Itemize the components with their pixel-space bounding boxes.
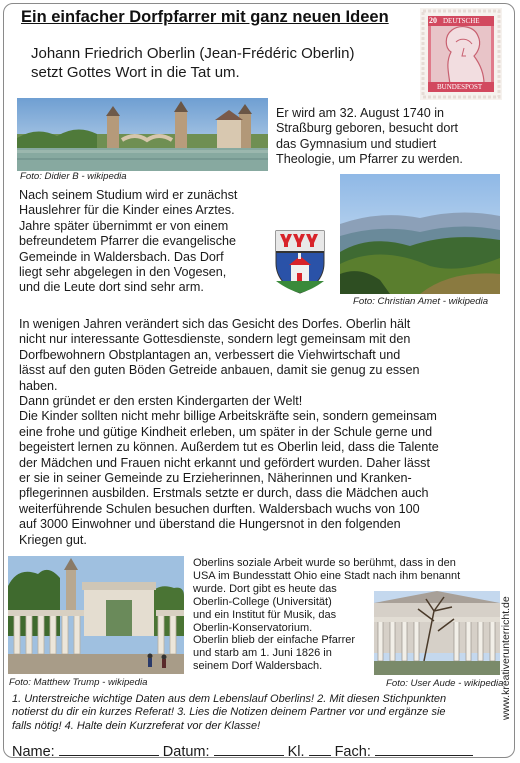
subtitle-line: setzt Gottes Wort in die Tat um. bbox=[31, 64, 240, 81]
text-line: wurde. Dort gibt es heute das bbox=[193, 582, 337, 595]
name-label: Name: bbox=[12, 744, 55, 760]
paragraph-change bbox=[19, 317, 439, 548]
text-line: Oberlin-College (Universität) bbox=[193, 595, 332, 608]
ohio-photo-caption: Foto: Matthew Trump - wikipedia bbox=[9, 677, 148, 688]
subtitle bbox=[31, 44, 401, 82]
text-line: und ein Institut für Musik, das bbox=[193, 608, 337, 621]
text-line: das Gymnasium und studiert bbox=[276, 136, 437, 151]
text-line: Dann gründet er den ersten Kindergarten der Welt! bbox=[19, 394, 303, 409]
date-label: Datum: bbox=[162, 744, 210, 760]
text-line: eine frohe und gütige Kindheit erleben, um später in der Schule gerne und bbox=[19, 424, 433, 439]
class-label: Kl. bbox=[287, 744, 305, 760]
text-line: In wenigen Jahren verändert sich das Gesicht des Dorfes. Oberlin hält bbox=[19, 317, 411, 331]
text-line: auf 3000 Einwohner und überstand die Hungersnot in den folgenden bbox=[19, 517, 401, 532]
text-line: liegt sehr abgelegen in den Vogesen, bbox=[19, 265, 227, 280]
text-line: Oberlins soziale Arbeit wurde so berühmt, dass in den bbox=[193, 557, 456, 569]
text-line: lässt auf den guten Böden Getreide anbauen, damit sie genug zu essen bbox=[19, 363, 420, 378]
text-line: nicht nur interessante Gottesdienste, sondern legt gemeinsam mit den bbox=[19, 332, 411, 347]
text-line: USA im Bundesstatt Ohio eine Stadt nach ihm benannt bbox=[193, 569, 461, 582]
text-line: weiterführende Schulen besuchen durften. Waldersbach wuchs von 100 bbox=[19, 501, 420, 516]
text-line: Jahre später übernimmt er von einem bbox=[19, 218, 229, 233]
name-field[interactable] bbox=[59, 741, 159, 756]
text-line: Dorfbewohnern Obstplantagen an, verbessert die Viehwirtschaft und bbox=[19, 347, 401, 362]
text-line: er sie in seiner Gemeinde zu Erzieherinnen, Näherinnen und Kranken- bbox=[19, 471, 412, 486]
text-line: und die Leute dort sind sehr arm. bbox=[19, 280, 204, 295]
stamp-footer: BUNDESPOST bbox=[437, 83, 483, 91]
text-line: pflegerinnen ausbilden. Erstmals setzte er durch, dass die Mädchen auch bbox=[19, 486, 429, 501]
student-info-form bbox=[12, 741, 473, 760]
task-instructions bbox=[12, 693, 502, 733]
text-line: Nach seinem Studium wird er zunächst bbox=[19, 188, 238, 202]
text-line: haben. bbox=[19, 378, 58, 393]
stamp-value: 20 bbox=[429, 16, 437, 25]
vosges-photo bbox=[340, 174, 500, 294]
class-field[interactable] bbox=[309, 741, 331, 756]
waldersbach-photo bbox=[374, 591, 500, 675]
strasbourg-photo-caption: Foto: Didier B - wikipedia bbox=[20, 171, 127, 182]
text-line: notierst du dir ein kurzes Referat! 3. Lies die Notizen deinem Partner vor und ergänze sie bbox=[12, 706, 446, 719]
ohio-memorial-photo bbox=[8, 556, 184, 674]
strasbourg-photo bbox=[17, 98, 268, 171]
text-line: begeistert lernen zu können. Außerdem tut es Oberlin leid, dass die Talente bbox=[19, 440, 439, 455]
text-line: und starb am 1. Juni 1826 in bbox=[193, 647, 332, 660]
text-line: der Mädchen und Frauen nicht erkannt und gefördert wurden. Daher lässt bbox=[19, 455, 430, 470]
text-line: befreundetem Pfarrer die evangelische bbox=[19, 234, 237, 249]
stamp-country: DEUTSCHE bbox=[443, 17, 480, 25]
paragraph-birth bbox=[276, 106, 463, 168]
text-line: Hauslehrer für die Kinder eines Arztes. bbox=[19, 203, 235, 218]
subtitle-line: Johann Friedrich Oberlin (Jean-Frédéric Oberlin) bbox=[31, 45, 355, 62]
vosges-photo-caption: Foto: Christian Amet - wikipedia bbox=[353, 296, 489, 307]
waldersbach-photo-caption: Foto: User Aude - wikipedia bbox=[386, 678, 504, 689]
text-line: Er wird am 32. August 1740 in bbox=[276, 106, 445, 120]
text-line: Kriegen gut. bbox=[19, 532, 87, 547]
text-line: Theologie, um Pfarrer zu werden. bbox=[276, 152, 463, 167]
text-line: Oberlin blieb der einfache Pfarrer bbox=[193, 634, 356, 647]
worksheet-title: Ein einfacher Dorfpfarrer mit ganz neuen Ideen bbox=[21, 8, 389, 26]
text-line: falls nötig! 4. Halte dein Kurzreferat vor der Klasse! bbox=[12, 719, 261, 732]
text-line: Straßburg geboren, besucht dort bbox=[276, 121, 459, 136]
text-line: Die Kinder sollten nicht mehr billige Arbeitskräfte sein, sondern gemeinsam bbox=[19, 409, 437, 424]
subject-label: Fach: bbox=[334, 744, 371, 760]
text-line: seinem Dorf Waldersbach. bbox=[193, 660, 323, 673]
website-credit: www.kreativerunterricht.de bbox=[500, 596, 512, 720]
subject-field[interactable] bbox=[375, 741, 473, 756]
coat-of-arms bbox=[274, 229, 326, 295]
paragraph-study bbox=[19, 188, 237, 296]
text-line: Oberlin-Konservatorium. bbox=[193, 621, 313, 634]
text-line: Gemeinde in Waldersbach. Das Dorf bbox=[19, 249, 224, 264]
text-line: 1. Unterstreiche wichtige Daten aus dem Lebenslauf Oberlins! 2. Mit diesen Stichpunkten bbox=[12, 693, 447, 705]
date-field[interactable] bbox=[214, 741, 284, 756]
